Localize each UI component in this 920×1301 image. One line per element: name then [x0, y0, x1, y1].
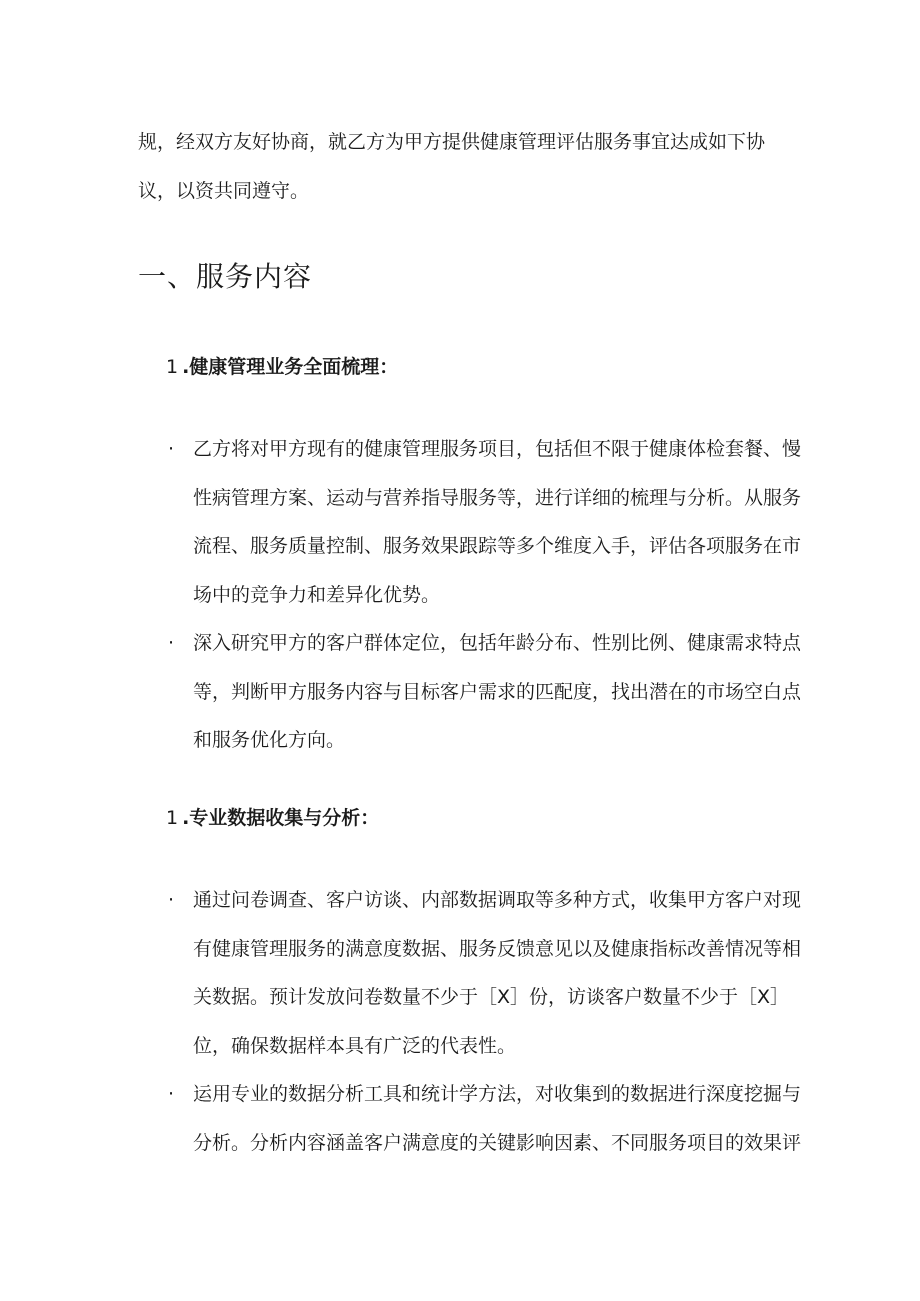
- bullet-paragraph: [168, 1070, 815, 1167]
- subsection-number: 1: [166, 807, 179, 829]
- subsection-title-text: .专业数据收集与分析：: [182, 807, 380, 829]
- bullet-marker: ·: [168, 438, 175, 460]
- bullet-marker: ·: [168, 1083, 175, 1105]
- bullet-text: 运用专业的数据分析工具和统计学方法，对收集到的数据进行深度挖掘与分析。分析内容涵盖客户满意度的关键影响因素、不同服务项目的效果评: [193, 1083, 802, 1154]
- bullet-text: 深入研究甲方的客户群体定位，包括年龄分布、性别比例、健康需求特点等，判断甲方服务内容与目标客户需求的匹配度，找出潜在的市场空白点和服务优化方向。: [193, 632, 802, 752]
- bullet-marker: ·: [168, 632, 175, 654]
- bullet-paragraph: [168, 619, 815, 765]
- bullet-text: 乙方将对甲方现有的健康管理服务项目，包括但不限于健康体检套餐、慢性病管理方案、运动与营养指导服务等，进行详细的梳理与分析。从服务流程、服务质量控制、服务效果跟踪等多个维度入手，评估各项服务在市场中的竞争力和差异化优势。: [193, 438, 802, 606]
- section-heading: 一、服务内容: [138, 260, 313, 293]
- bullet-text: 通过问卷调查、客户访谈、内部数据调取等多种方式，收集甲方客户对现有健康管理服务的满意度数据、服务反馈意见以及健康指标改善情况等相关数据。预计发放问卷数量不少于［X］份，访谈客户数量不少于［X］位，确保数据样本具有广泛的代表性。: [193, 889, 802, 1057]
- bullet-paragraph: [168, 425, 815, 619]
- intro-paragraph: 规，经双方友好协商，就乙方为甲方提供健康管理评估服务事宜达成如下协议，以资共同遵守。: [138, 131, 766, 202]
- bullet-marker: ·: [168, 889, 175, 911]
- subsection-title: [166, 803, 379, 833]
- subsection-title-text: .健康管理业务全面梳理：: [182, 356, 399, 378]
- subsection-title: [166, 352, 398, 382]
- bullet-paragraph: [168, 876, 815, 1070]
- subsection-number: 1: [166, 356, 179, 378]
